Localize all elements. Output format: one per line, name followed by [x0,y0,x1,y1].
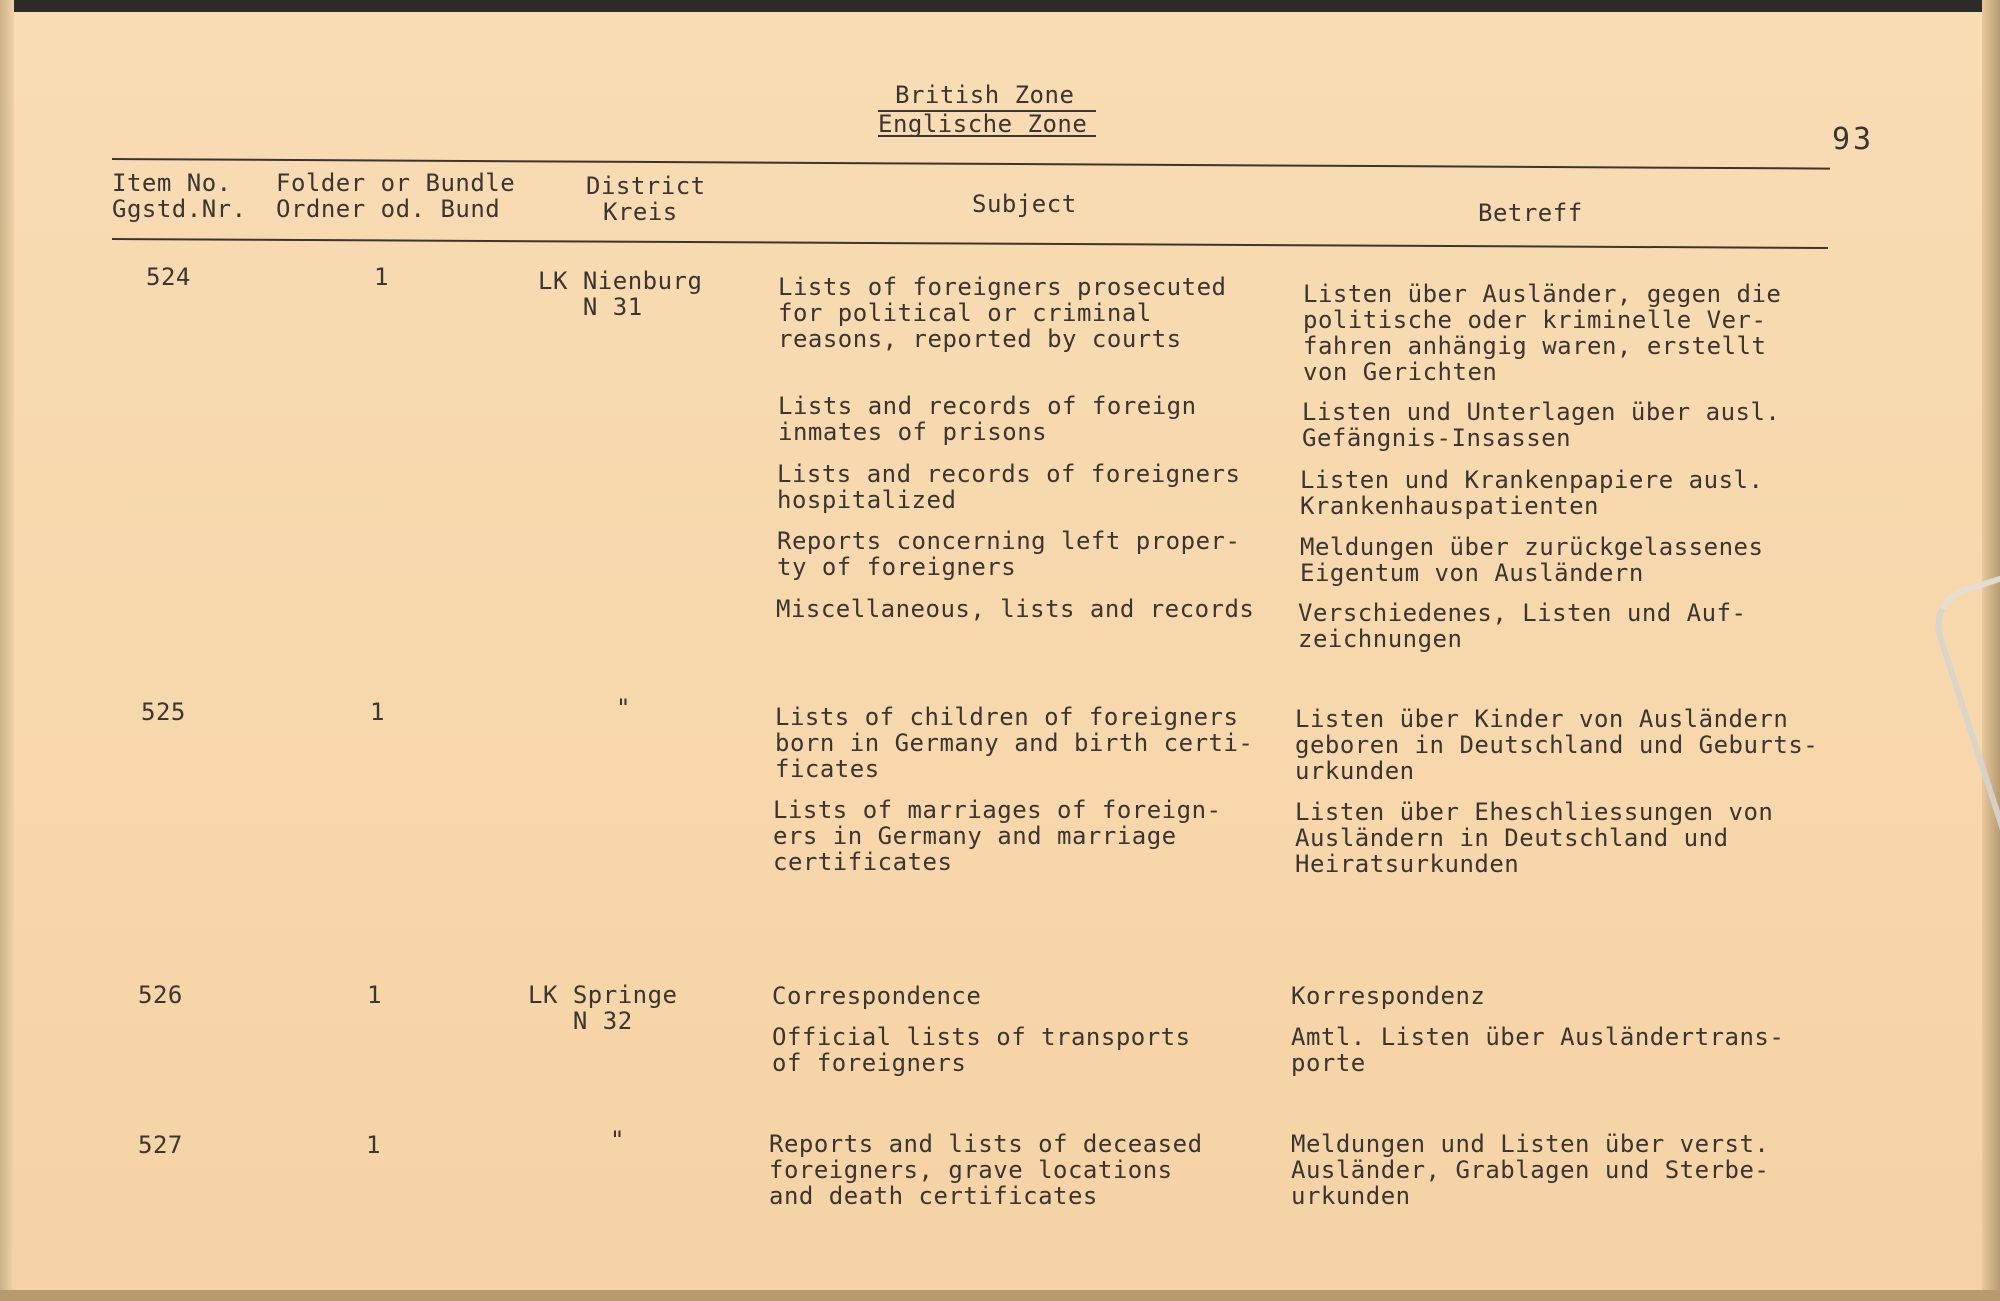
scan-left-edge [0,0,14,1301]
row-524-district: LK Nienburg N 31 [538,267,703,321]
col-folder-de: Ordner od. Bund [276,195,501,223]
row-525-item: 525 [141,698,186,726]
row-526-district: LK Springe N 32 [528,981,678,1035]
row-524-subject-4: Reports concerning left proper- ty of foreigners [777,527,1241,581]
row-526-subject-2: Official lists of transports of foreigners [772,1023,1191,1077]
table-top-rule [112,158,1830,170]
col-item-en: Item No. [112,169,232,197]
row-527-folder: 1 [366,1131,381,1159]
col-subject: Subject [972,190,1077,218]
col-district-de: Kreis [603,198,678,226]
col-folder-en: Folder or Bundle [276,169,516,197]
row-526-item: 526 [138,981,183,1009]
page-number: 93 [1832,122,1875,157]
row-527-betreff-1: Meldungen und Listen über verst. Ausländer, Grablagen und Sterbe- urkunden [1291,1130,1770,1210]
row-526-betreff-1: Korrespondenz [1291,982,1486,1010]
row-527-item: 527 [138,1131,183,1159]
col-betreff: Betreff [1478,199,1583,227]
row-524-subject-1: Lists of foreigners prosecuted for political or criminal reasons, reported by courts [778,273,1227,353]
row-524-subject-3: Lists and records of foreigners hospitalized [777,460,1241,514]
col-item-de: Ggstd.Nr. [112,195,247,223]
row-525-folder: 1 [370,698,385,726]
row-526-subject-1: Correspondence [772,982,982,1010]
row-524-subject-5: Miscellaneous, lists and records [776,595,1255,623]
row-524-betreff-1: Listen über Ausländer, gegen die politische oder kriminelle Ver- fahren anhängig waren, erstellt von Gerichten [1303,280,1782,386]
col-district-en: District [586,172,706,200]
row-527-subject-1: Reports and lists of deceased foreigners, grave locations and death certificates [769,1130,1203,1210]
row-524-item: 524 [146,263,191,291]
zone-underline-2 [878,135,1096,137]
row-524-betreff-3: Listen und Krankenpapiere ausl. Krankenhauspatienten [1300,466,1764,520]
row-526-folder: 1 [367,981,382,1009]
table-header-rule [112,238,1828,249]
row-524-betreff-5: Verschiedenes, Listen und Auf- zeichnungen [1298,599,1747,653]
scan-bottom-edge [0,1290,2000,1301]
row-525-subject-2: Lists of marriages of foreign- ers in Germany and marriage certificates [773,796,1222,876]
row-525-betreff-2: Listen über Eheschliessungen von Ausländern in Deutschland und Heiratsurkunden [1295,798,1774,878]
row-526-betreff-2: Amtl. Listen über Ausländertrans- porte [1291,1023,1785,1077]
scan-top-edge [0,0,2000,12]
row-524-betreff-4: Meldungen über zurückgelassenes Eigentum von Ausländern [1300,533,1764,587]
row-524-subject-2: Lists and records of foreign inmates of prisons [778,392,1197,446]
zone-title-de: Englische Zone [878,110,1088,138]
row-524-folder: 1 [374,263,389,291]
zone-title-en: British Zone [895,81,1075,109]
row-527-district: " [610,1126,625,1154]
row-525-district: " [616,694,631,722]
row-525-subject-1: Lists of children of foreigners born in Germany and birth certi- ficates [775,703,1254,783]
row-525-betreff-1: Listen über Kinder von Ausländern geboren in Deutschland und Geburts- urkunden [1295,705,1819,785]
row-524-betreff-2: Listen und Unterlagen über ausl. Gefängnis-Insassen [1302,398,1781,452]
